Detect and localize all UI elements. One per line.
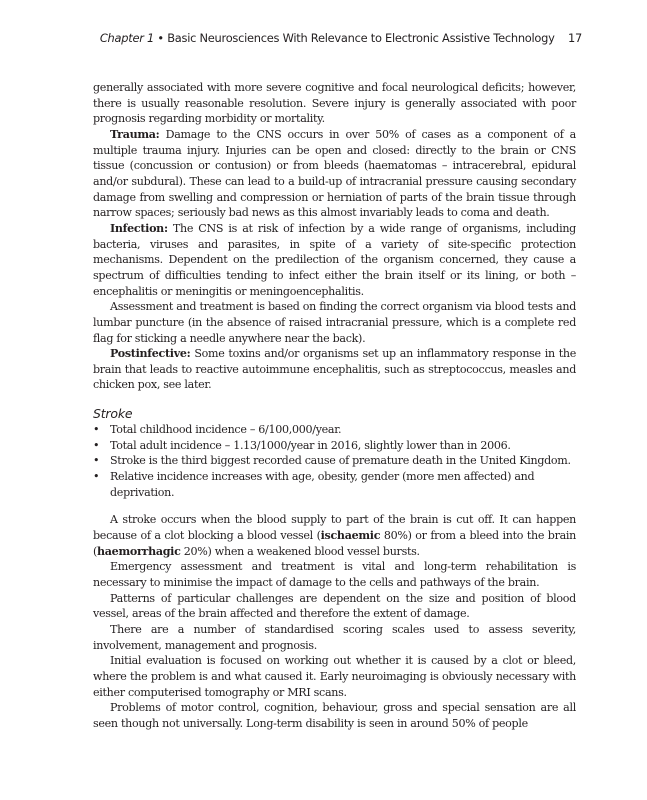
bullet-marker: •: [93, 423, 100, 437]
haemorrhagic-term: haemorrhagic: [97, 544, 181, 558]
trauma-paragraph: [93, 127, 576, 221]
postinfective-paragraph: [93, 346, 576, 393]
bullet-marker: •: [93, 470, 100, 484]
problems-paragraph: Problems of motor control, cognition, behaviour, gross and special sensation are all seen though not universally. Long-term disability is seen in around 50% of people: [93, 701, 576, 730]
list-item: • Total childhood incidence – 6/100,000/year.: [93, 423, 342, 437]
scoring-paragraph: There are a number of standardised scoring scales used to assess severity, involvement, management and prognosis.: [93, 623, 576, 652]
infection-label: Infection:: [110, 221, 168, 235]
bullet-marker: •: [93, 454, 100, 468]
list-item: • Relative incidence increases with age, obesity, gender (more men affected) and deprivation.: [93, 470, 535, 499]
chapter-label: Chapter 1: [99, 31, 155, 45]
page-number: 17: [568, 31, 582, 45]
assessment-paragraph: Assessment and treatment is based on finding the correct organism via blood tests and lumbar puncture (in the absence of raised intracranial pressure, which is a complete red flag for sticking a needle anywhere near the back).: [93, 300, 576, 345]
trauma-label: Trauma:: [110, 127, 160, 141]
postinfective-label: Postinfective:: [110, 347, 191, 361]
postinfective-text: Some toxins and/or organisms set up an inflammatory response in the brain that leads to reactive autoimmune encephalitis, such as streptococcus, measles and chicken pox, see later.: [93, 347, 576, 392]
chapter-title: Basic Neurosciences With Relevance to Electronic Assistive Technology: [167, 31, 555, 45]
running-header: [0, 31, 582, 45]
emergency-paragraph: Emergency assessment and treatment is vital and long-term rehabilitation is necessary to minimise the impact of damage to the cells and pathways of the brain.: [93, 560, 576, 590]
stroke-heading: Stroke: [93, 406, 133, 422]
list-item: • Stroke is the third biggest recorded cause of premature death in the United Kingdom.: [93, 454, 571, 468]
trauma-text: Damage to the CNS occurs in over 50% of cases as a component of a multiple trauma injury. Injuries can be open and closed: directly to the brain or CNS tissue (concussion or contusion) or from bleeds (haematomas – intracerebral, epidural and/or subdural). These can lead to a build-up of intracranial pressure causing secondary damage from swelling and compression or herniation of parts of the brain tissue through narrow spaces; seriously bad news as this almost invariably leads to coma and death.: [93, 127, 576, 220]
list-item: • Total adult incidence – 1.13/1000/year in 2016, slightly lower than in 2006.: [93, 438, 511, 452]
patterns-paragraph: Patterns of particular challenges are dependent on the size and position of blood vessel, areas of the brain affected and therefore the extent of damage.: [93, 591, 576, 621]
bullet-marker: •: [93, 438, 100, 452]
infection-text: The CNS is at risk of infection by a wide range of organisms, including bacteria, viruses and parasites, in spite of a variety of site-specific protection mechanisms. Dependent on the predilection of the organism concerned, they cause a spectrum of difficulties tending to infect either the brain itself or its lining, or both – encephalitis or meningitis or meningoencephalitis.: [93, 221, 576, 298]
stroke-bullet-list: [93, 422, 576, 500]
ischaemic-term: ischaemic: [320, 529, 381, 543]
infection-paragraph: [93, 221, 576, 299]
page-body: [93, 80, 576, 732]
intro-paragraph: generally associated with more severe cognitive and focal neurological deficits; however, there is usually reasonable resolution. Severe injury is generally associated with poor prognosis regarding morbidity or mortality.: [93, 81, 576, 126]
evaluation-paragraph: Initial evaluation is focused on working out whether it is caused by a clot or bleed, where the problem is and what caused it. Early neuroimaging is obviously necessary with either computerised tomography or MRI scans.: [93, 654, 576, 699]
header-separator: •: [157, 31, 164, 45]
stroke-definition-paragraph: A stroke occurs when the blood supply to part of the brain is cut off. It can happen because of a clot blocking a blood vessel (ischaemic 80%) or from a bleed into the brain (haemorrhagic 20%) when a weakened blood vessel bursts.: [93, 513, 576, 558]
